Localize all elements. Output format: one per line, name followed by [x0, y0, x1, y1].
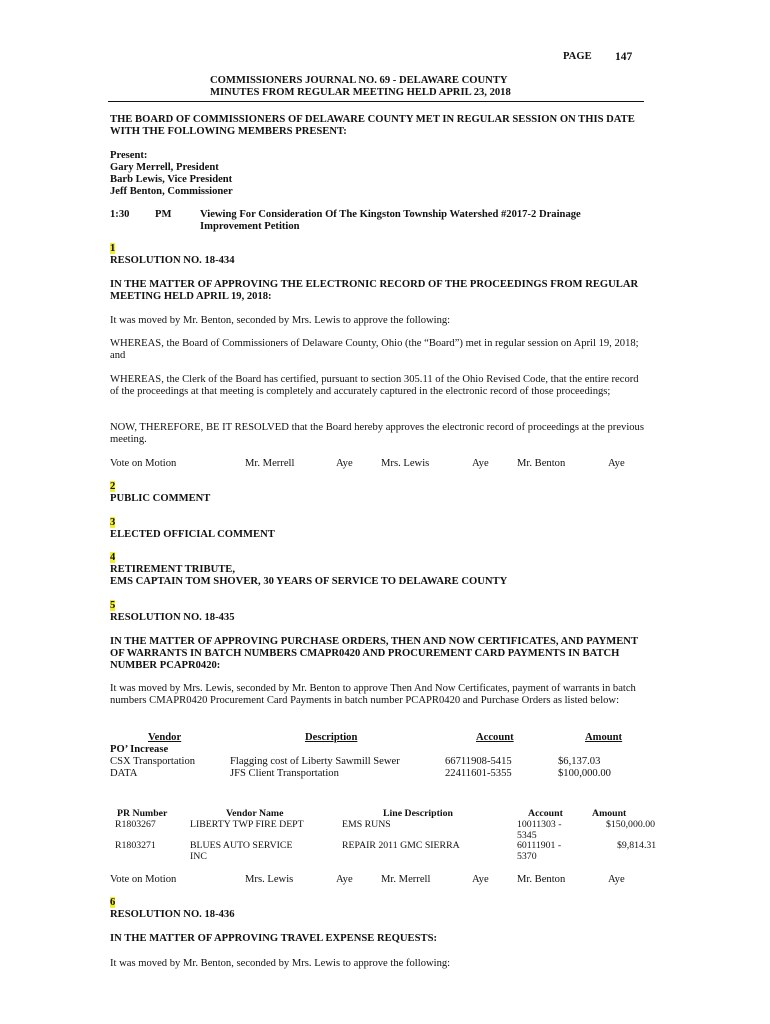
item1-title: IN THE MATTER OF APPROVING THE ELECTRONIC RECORD OF THE PROCEEDINGS FROM REGULAR MEETING HELD APRIL 19, 2018:: [110, 279, 639, 302]
vote-result: Aye: [608, 874, 625, 885]
col-header-line-description: Line Description: [383, 808, 453, 819]
item1-moved: It was moved by Mr. Benton, seconded by Mrs. Lewis to approve the following:: [110, 315, 451, 326]
member-1: Gary Merrell, President: [110, 162, 219, 173]
cell-account: 22411601-5355: [445, 768, 512, 779]
item-number-6: 6: [110, 897, 116, 908]
resolution-18-434: RESOLUTION NO. 18-434: [110, 255, 235, 266]
vote-label: Vote on Motion: [110, 458, 177, 469]
public-comment-heading: PUBLIC COMMENT: [110, 493, 211, 504]
col-header-vendor-name: Vendor Name: [226, 808, 284, 819]
cell-account-suffix: 5345: [517, 830, 537, 841]
cell-account: 66711908-5415: [445, 756, 512, 767]
col-header-amount: Amount: [592, 808, 627, 819]
item5-moved: It was moved by Mrs. Lewis, seconded by Mr. Benton to approve Then And Now Certificates, payment of warrants in batch numbers CMAPR0420 Procurement Card Payments in batch number PCAPR0420 and Purchase Orders as listed below:: [110, 683, 636, 706]
cell-amount: $6,137.03: [558, 756, 601, 767]
col-header-description: Description: [305, 732, 358, 743]
viewing-time: 1:30: [110, 209, 130, 220]
cell-vendor: CSX Transportation: [110, 756, 196, 767]
item-number-2: 2: [110, 481, 116, 492]
vote-label: Vote on Motion: [110, 874, 177, 885]
col-header-account: Account: [476, 732, 514, 743]
col-header-amount: Amount: [585, 732, 623, 743]
cell-account-suffix: 5370: [517, 851, 537, 862]
item-number-1: 1: [110, 243, 116, 254]
cell-pr-number: R1803267: [115, 819, 156, 830]
cell-line-description: REPAIR 2011 GMC SIERRA: [342, 840, 460, 851]
header-rule: [108, 101, 644, 102]
item5-title: IN THE MATTER OF APPROVING PURCHASE ORDERS, THEN AND NOW CERTIFICATES, AND PAYMENT OF WARRANTS IN BATCH NUMBERS CMAPR0420 AND PROCUREMENT CARD PAYMENTS IN BATCH NUMBER PCAPR0420:: [110, 636, 638, 671]
col-header-account: Account: [528, 808, 563, 819]
cell-amount: $150,000.00: [606, 819, 655, 830]
vote-result: Aye: [336, 458, 353, 469]
col-header-pr-number: PR Number: [117, 808, 168, 819]
item1-resolved: NOW, THEREFORE, BE IT RESOLVED that the Board hereby approves the electronic record of proceedings at the previous meeting.: [110, 422, 644, 445]
item-number-4: 4: [110, 552, 116, 563]
cell-line-description: EMS RUNS: [342, 819, 391, 830]
vote-result: Aye: [336, 874, 353, 885]
viewing-text: Viewing For Consideration Of The Kingston Township Watershed #2017-2 Drainage Improvement Petition: [200, 209, 581, 232]
item-number-5: 5: [110, 600, 116, 611]
viewing-ampm: PM: [155, 209, 172, 220]
item-number-3: 3: [110, 517, 116, 528]
col-header-vendor: Vendor: [148, 732, 182, 743]
cell-account: 10011303 -: [517, 819, 562, 830]
vote-voter: Mr. Benton: [517, 874, 566, 885]
item1-whereas-1: WHEREAS, the Board of Commissioners of Delaware County, Ohio (the “Board”) met in regular session on April 19, 2018; and: [110, 338, 639, 361]
intro-text: THE BOARD OF COMMISSIONERS OF DELAWARE COUNTY MET IN REGULAR SESSION ON THIS DATE WITH THE FOLLOWING MEMBERS PRESENT:: [110, 114, 635, 137]
retirement-tribute-heading: RETIREMENT TRIBUTE,: [110, 564, 236, 575]
retirement-tribute-subheading: EMS CAPTAIN TOM SHOVER, 30 YEARS OF SERVICE TO DELAWARE COUNTY: [110, 576, 508, 587]
cell-pr-number: R1803271: [115, 840, 156, 851]
page-label: PAGE: [563, 51, 592, 62]
item1-whereas-2: WHEREAS, the Clerk of the Board has certified, pursuant to section 305.11 of the Ohio Revised Code, that the entire record of the proceedings at that meeting is completely and accurately captured in the electronic record of those proceedings;: [110, 374, 639, 397]
vote-result: Aye: [472, 874, 489, 885]
page-number: 147: [615, 51, 633, 63]
item6-moved: It was moved by Mr. Benton, seconded by Mrs. Lewis to approve the following:: [110, 958, 451, 969]
vote-result: Aye: [472, 458, 489, 469]
cell-description: Flagging cost of Liberty Sawmill Sewer: [230, 756, 400, 767]
cell-account: 60111901 -: [517, 840, 562, 851]
cell-vendor-name-cont: INC: [190, 851, 207, 862]
cell-vendor-name: LIBERTY TWP FIRE DEPT: [190, 819, 304, 830]
vote-voter: Mr. Merrell: [381, 874, 431, 885]
resolution-18-436: RESOLUTION NO. 18-436: [110, 909, 235, 920]
member-2: Barb Lewis, Vice President: [110, 174, 233, 185]
vote-voter: Mr. Merrell: [245, 458, 295, 469]
elected-official-comment-heading: ELECTED OFFICIAL COMMENT: [110, 529, 275, 540]
cell-vendor: DATA: [110, 768, 138, 779]
journal-title: COMMISSIONERS JOURNAL NO. 69 - DELAWARE COUNTY: [210, 75, 508, 86]
resolution-18-435: RESOLUTION NO. 18-435: [110, 612, 235, 623]
cell-description: JFS Client Transportation: [230, 768, 339, 779]
present-label: Present:: [110, 150, 148, 161]
vote-result: Aye: [608, 458, 625, 469]
vote-voter: Mrs. Lewis: [245, 874, 294, 885]
member-3: Jeff Benton, Commissioner: [110, 186, 233, 197]
journal-subtitle: MINUTES FROM REGULAR MEETING HELD APRIL 23, 2018: [210, 87, 511, 98]
vote-voter: Mr. Benton: [517, 458, 566, 469]
po-increase-label: PO’ Increase: [110, 744, 169, 755]
cell-vendor-name: BLUES AUTO SERVICE: [190, 840, 293, 851]
cell-amount: $9,814.31: [617, 840, 657, 851]
vote-voter: Mrs. Lewis: [381, 458, 430, 469]
cell-amount: $100,000.00: [558, 768, 611, 779]
item6-title: IN THE MATTER OF APPROVING TRAVEL EXPENSE REQUESTS:: [110, 933, 438, 944]
